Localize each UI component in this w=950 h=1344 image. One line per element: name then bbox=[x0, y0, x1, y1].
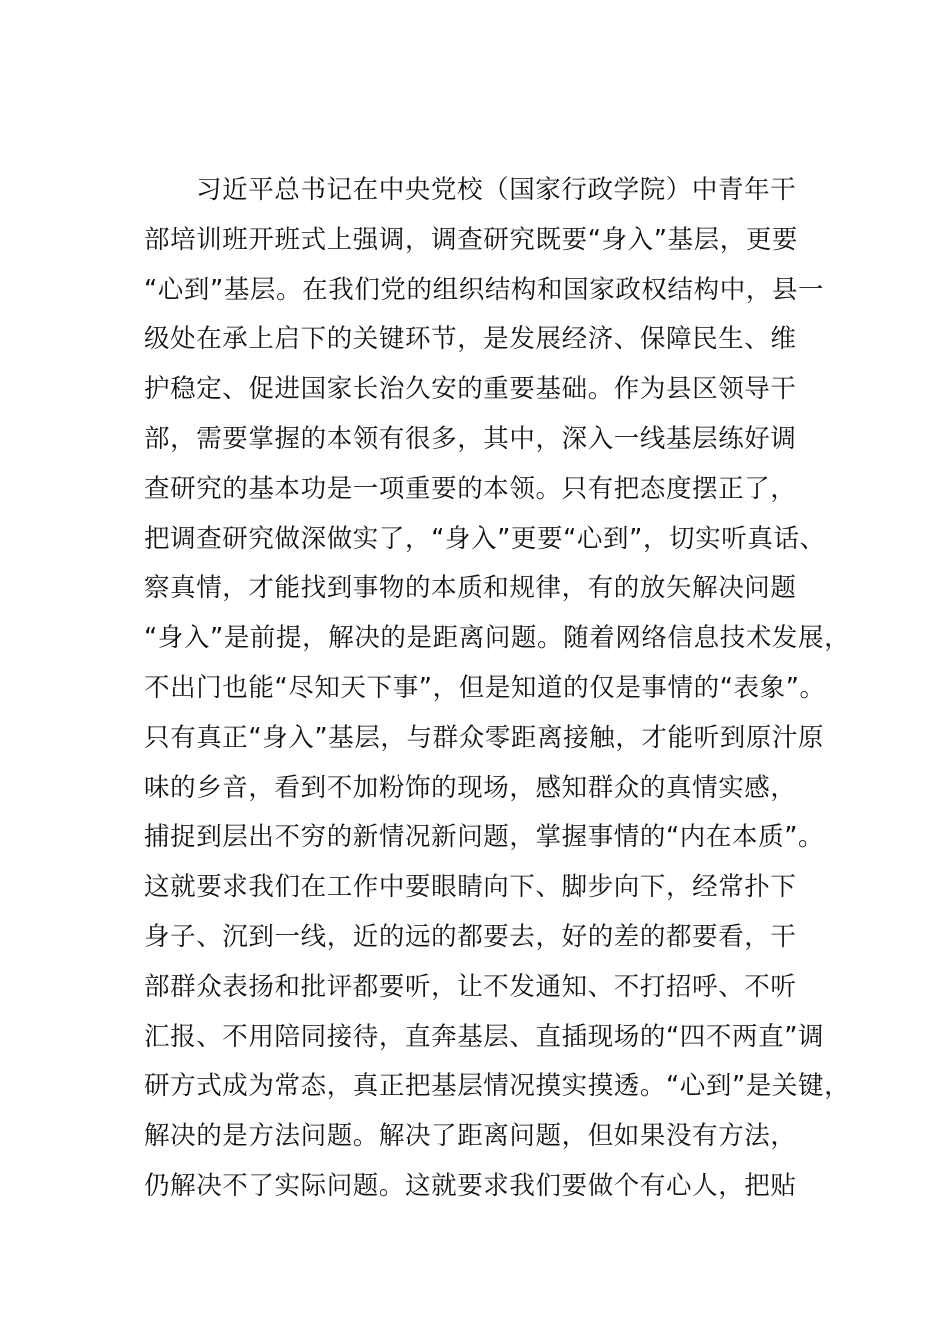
text-line: 把调查研究做深做实了，“身入”更要“心到”，切实听真话、 bbox=[144, 523, 826, 554]
text-line: 察真情，才能找到事物的本质和规律，有的放矢解决问题 bbox=[144, 573, 797, 604]
body-paragraph bbox=[144, 166, 851, 1212]
text-line: 身子、沉到一线，近的远的都要去，好的差的都要看，干 bbox=[144, 921, 797, 952]
text-line: 味的乡音，看到不加粉饰的现场，感知群众的真情实感， bbox=[144, 772, 797, 803]
text-line: 汇报、不用陪同接待，直奔基层、直插现场的“四不两直”调 bbox=[144, 1021, 825, 1052]
text-line: 部，需要掌握的本领有很多，其中，深入一线基层练好调 bbox=[144, 423, 797, 454]
text-line: 查研究的基本功是一项重要的本领。只有把态度摆正了， bbox=[144, 473, 797, 504]
text-line: 部群众表扬和批评都要听，让不发通知、不打招呼、不听 bbox=[144, 971, 797, 1002]
text-line: “心到”基层。在我们党的组织结构和国家政权结构中，县一 bbox=[144, 274, 825, 305]
text-line: 部培训班开班式上强调，调查研究既要“身入”基层，更要 bbox=[144, 224, 799, 255]
text-line: 只有真正“身入”基层，与群众零距离接触，才能听到原汁原 bbox=[144, 722, 825, 753]
text-line: 习近平总书记在中央党校（国家行政学院）中青年干 bbox=[196, 175, 797, 205]
text-line: 这就要求我们在工作中要眼睛向下、脚步向下，经常扑下 bbox=[144, 872, 797, 903]
text-line: 研方式成为常态，真正把基层情况摸实摸透。“心到”是关键， bbox=[144, 1071, 851, 1102]
text-line: 仍解决不了实际问题。这就要求我们要做个有心人，把贴 bbox=[144, 1170, 797, 1201]
text-line: 级处在承上启下的关键环节，是发展经济、保障民生、维 bbox=[144, 324, 797, 355]
text-line: 不出门也能“尽知天下事”，但是知道的仅是事情的“表象”。 bbox=[144, 672, 826, 703]
text-line: “身入”是前提，解决的是距离问题。随着网络信息技术发展， bbox=[144, 623, 851, 654]
text-line: 护稳定、促进国家长治久安的重要基础。作为县区领导干 bbox=[144, 374, 797, 405]
text-line: 捕捉到层出不穷的新情况新问题，掌握事情的“内在本质”。 bbox=[144, 822, 825, 853]
text-line: 解决的是方法问题。解决了距离问题，但如果没有方法， bbox=[144, 1121, 797, 1152]
